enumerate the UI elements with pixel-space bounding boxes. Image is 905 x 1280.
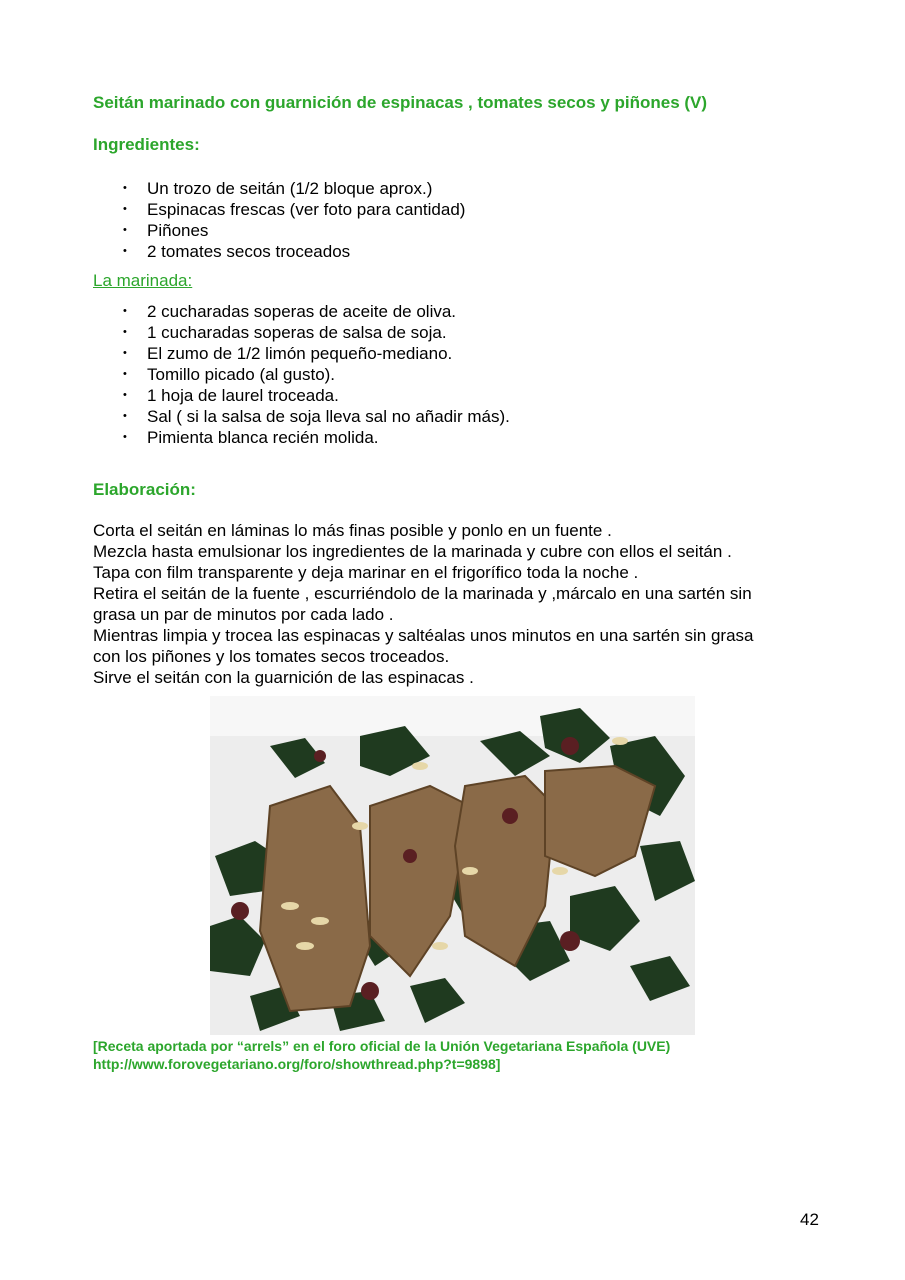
ingredients-list — [123, 178, 465, 262]
recipe-credit — [93, 1037, 670, 1073]
list-item: • 2 tomates secos troceados — [123, 241, 465, 262]
list-item: • Piñones — [123, 220, 465, 241]
list-item: • 2 cucharadas soperas de aceite de oliva. — [123, 301, 510, 322]
dish-photo-illustration — [210, 696, 695, 1035]
method-line: con los piñones y los tomates secos troceados. — [93, 647, 450, 666]
dish-photo — [210, 696, 695, 1035]
list-item: • Un trozo de seitán (1/2 bloque aprox.) — [123, 178, 465, 199]
recipe-title: Seitán marinado con guarnición de espinacas , tomates secos y piñones (V) — [93, 93, 708, 112]
list-item: • Espinacas frescas (ver foto para cantidad) — [123, 199, 465, 220]
method-line: Mientras limpia y trocea las espinacas y saltéalas unos minutos en una sartén sin grasa — [93, 626, 754, 645]
marinade-list — [123, 301, 510, 448]
method-text — [93, 520, 823, 688]
method-line: grasa un par de minutos por cada lado . — [93, 605, 394, 624]
method-line: Retira el seitán de la fuente , escurriéndolo de la marinada y ,márcalo en una sartén sin — [93, 584, 752, 603]
list-item: • Sal ( si la salsa de soja lleva sal no añadir más). — [123, 406, 510, 427]
list-item: • El zumo de 1/2 limón pequeño-mediano. — [123, 343, 510, 364]
credit-line: [Receta aportada por “arrels” en el foro oficial de la Unión Vegetariana Española (UVE) — [93, 1038, 671, 1054]
credit-link[interactable]: http://www.forovegetariano.org/foro/showthread.php?t=9898] — [93, 1056, 501, 1072]
marinade-heading: La marinada: — [93, 271, 193, 290]
method-line: Tapa con film transparente y deja marinar en el frigorífico toda la noche . — [93, 563, 639, 582]
ingredients-heading: Ingredientes: — [93, 135, 200, 154]
method-line: Sirve el seitán con la guarnición de las espinacas . — [93, 668, 474, 687]
method-line: Mezcla hasta emulsionar los ingredientes de la marinada y cubre con ellos el seitán . — [93, 542, 732, 561]
list-item: • Pimienta blanca recién molida. — [123, 427, 510, 448]
method-line: Corta el seitán en láminas lo más finas posible y ponlo en un fuente . — [93, 521, 612, 540]
list-item: • Tomillo picado (al gusto). — [123, 364, 510, 385]
method-heading: Elaboración: — [93, 480, 196, 499]
page-number: 42 — [800, 1210, 819, 1229]
list-item: • 1 cucharadas soperas de salsa de soja. — [123, 322, 510, 343]
list-item: • 1 hoja de laurel troceada. — [123, 385, 510, 406]
